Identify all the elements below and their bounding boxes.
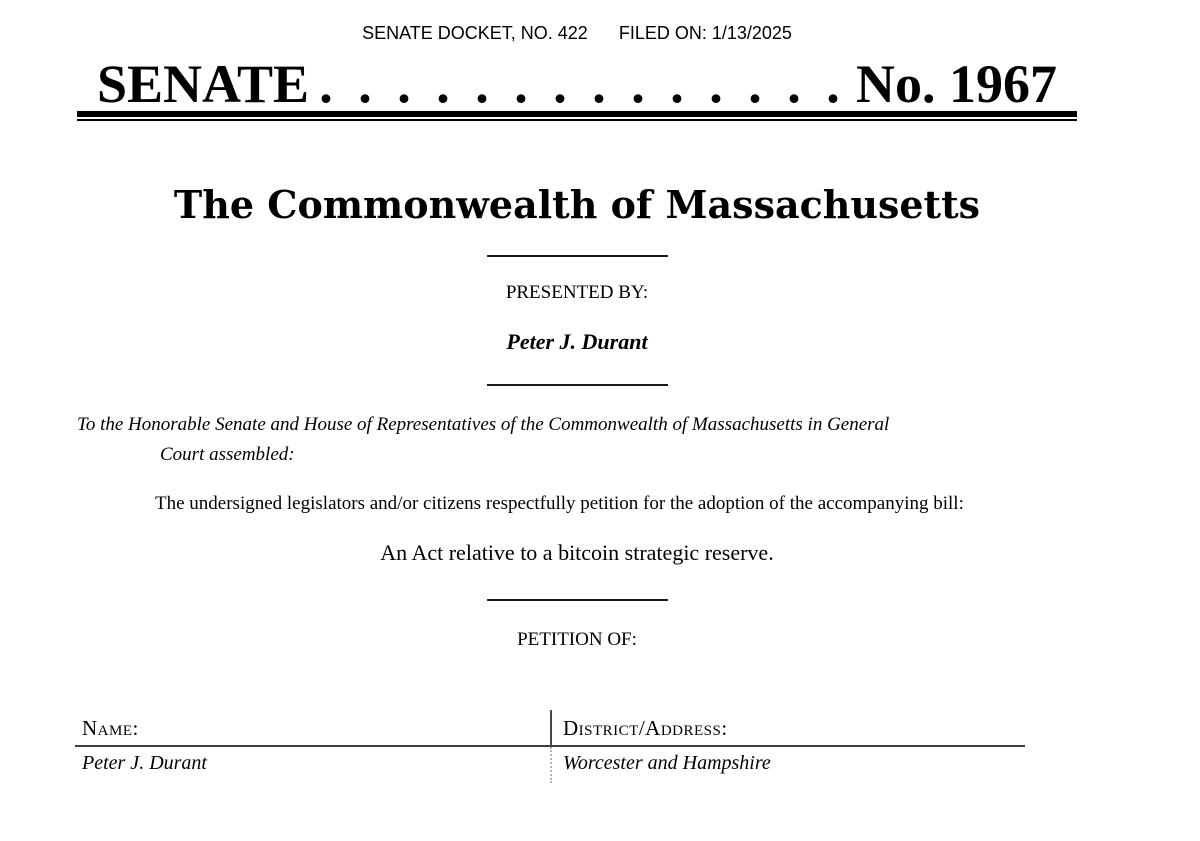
docket-line [77, 0, 1077, 44]
leader-dots: . . . . . . . . . . . . . . [319, 56, 846, 111]
table-header-row [75, 710, 1025, 747]
salutation-line-1: To the Honorable Senate and House of Representatives of the Commonwealth of Massachusetts in General [77, 414, 890, 436]
table-row [75, 747, 1025, 783]
petition-of-label: PETITION OF: [517, 629, 637, 651]
separator-line [487, 384, 668, 386]
salutation-line-2: Court assembled: [160, 444, 295, 466]
separator-line [487, 599, 668, 601]
petitioners-table [75, 710, 1025, 783]
petitioner-name-cell: Peter J. Durant [82, 751, 207, 774]
commonwealth-heading: The Commonwealth of Massachusetts [173, 181, 981, 227]
document-content [77, 0, 1077, 783]
petition-sentence: The undersigned legislators and/or citizens respectfully petition for the adoption of the accompanying bill: [155, 493, 964, 515]
chamber-title: SENATE [97, 53, 310, 114]
name-column-header: Name: [82, 715, 139, 740]
salutation-paragraph [77, 410, 1077, 470]
bill-title: An Act relative to a bitcoin strategic reserve. [380, 540, 774, 566]
bill-number: No. 1967 [856, 53, 1057, 114]
filed-on-date: FILED ON: 1/13/2025 [618, 23, 792, 43]
petitioner-district-cell: Worcester and Hampshire [550, 747, 1025, 783]
presenter-name: Peter J. Durant [506, 329, 648, 355]
presented-by-label: PRESENTED BY: [505, 281, 649, 303]
separator-line [487, 255, 668, 257]
docket-number: SENATE DOCKET, NO. 422 [362, 23, 588, 43]
masthead [77, 53, 1077, 114]
district-address-column-header: District/Address: [550, 710, 1025, 745]
